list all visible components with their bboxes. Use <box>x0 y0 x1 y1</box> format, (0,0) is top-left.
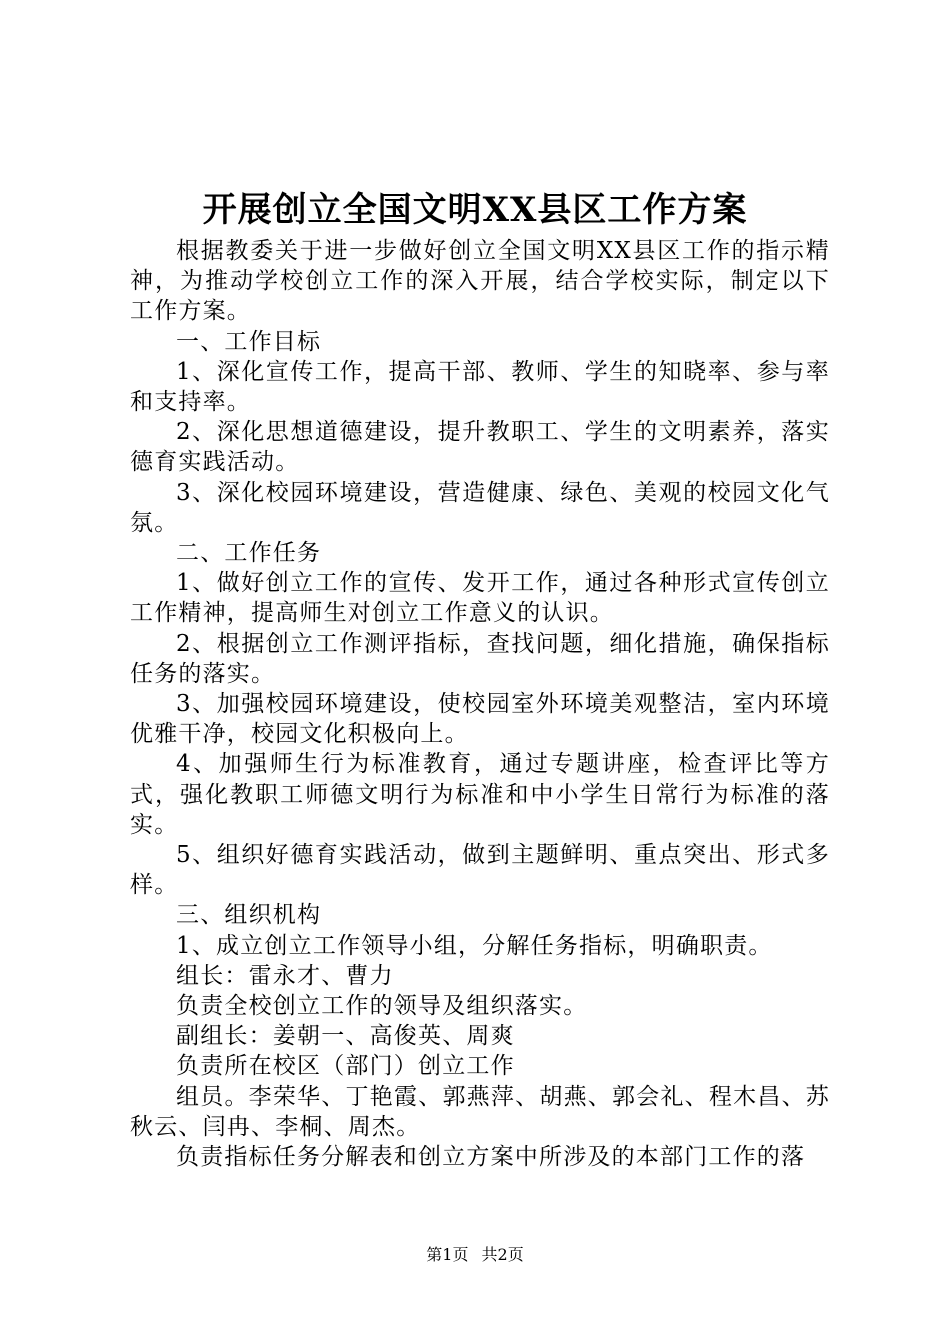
paragraph-goal-2: 2、深化思想道德建设，提升教职工、学生的文明素养，落实德育实践活动。 <box>130 419 830 476</box>
page-number: 第1页 <box>426 1245 469 1264</box>
paragraph-deputy-leader: 副组长：姜朝一、高俊英、周爽 <box>176 1023 515 1050</box>
document-title: 开展创立全国文明XX县区工作方案 <box>202 190 748 230</box>
paragraph-leader: 组长：雷永才、曹力 <box>176 962 394 989</box>
paragraph-task-5: 5、组织好德育实践活动，做到主题鲜明、重点突出、形式多样。 <box>130 842 830 899</box>
section-heading-tasks: 二、工作任务 <box>176 540 322 567</box>
paragraph-members: 组员。李荣华、丁艳霞、郭燕萍、胡燕、郭会礼、程木昌、苏秋云、闫冉、李桐、周杰。 <box>130 1083 830 1140</box>
paragraph-leader-duty: 负责全校创立工作的领导及组织落实。 <box>176 993 588 1020</box>
paragraph-task-1: 1、做好创立工作的宣传、发开工作，通过各种形式宣传创立工作精神，提高师生对创立工作意义的认识。 <box>130 570 830 627</box>
paragraph-task-4: 4、加强师生行为标准教育，通过专题讲座，检查评比等方式，强化教职工师德文明行为标准和中小学生日常行为标准的落实。 <box>130 751 830 838</box>
page-total: 共2页 <box>481 1245 524 1264</box>
paragraph-deputy-duty: 负责所在校区（部门）创立工作 <box>176 1053 515 1080</box>
paragraph-intro: 根据教委关于进一步做好创立全国文明XX县区工作的指示精神，为推动学校创立工作的深入开展，结合学校实际，制定以下工作方案。 <box>130 238 830 325</box>
page-footer <box>0 1244 950 1266</box>
paragraph-members-duty: 负责指标任务分解表和创立方案中所涉及的本部门工作的落 <box>176 1144 806 1171</box>
section-heading-organization: 三、组织机构 <box>176 902 322 929</box>
paragraph-task-2: 2、根据创立工作测评指标，查找问题，细化措施，确保指标任务的落实。 <box>130 630 830 687</box>
paragraph-task-3: 3、加强校园环境建设，使校园室外环境美观整洁，室内环境优雅干净，校园文化积极向上。 <box>130 691 830 748</box>
paragraph-goal-1: 1、深化宣传工作，提高干部、教师、学生的知晓率、参与率和支持率。 <box>130 358 830 416</box>
document-body <box>130 236 830 1172</box>
section-heading-goals: 一、工作目标 <box>176 328 322 355</box>
paragraph-goal-3: 3、深化校园环境建设，营造健康、绿色、美观的校园文化气氛。 <box>130 479 830 536</box>
paragraph-org-1: 1、成立创立工作领导小组，分解任务指标，明确职责。 <box>176 932 773 959</box>
